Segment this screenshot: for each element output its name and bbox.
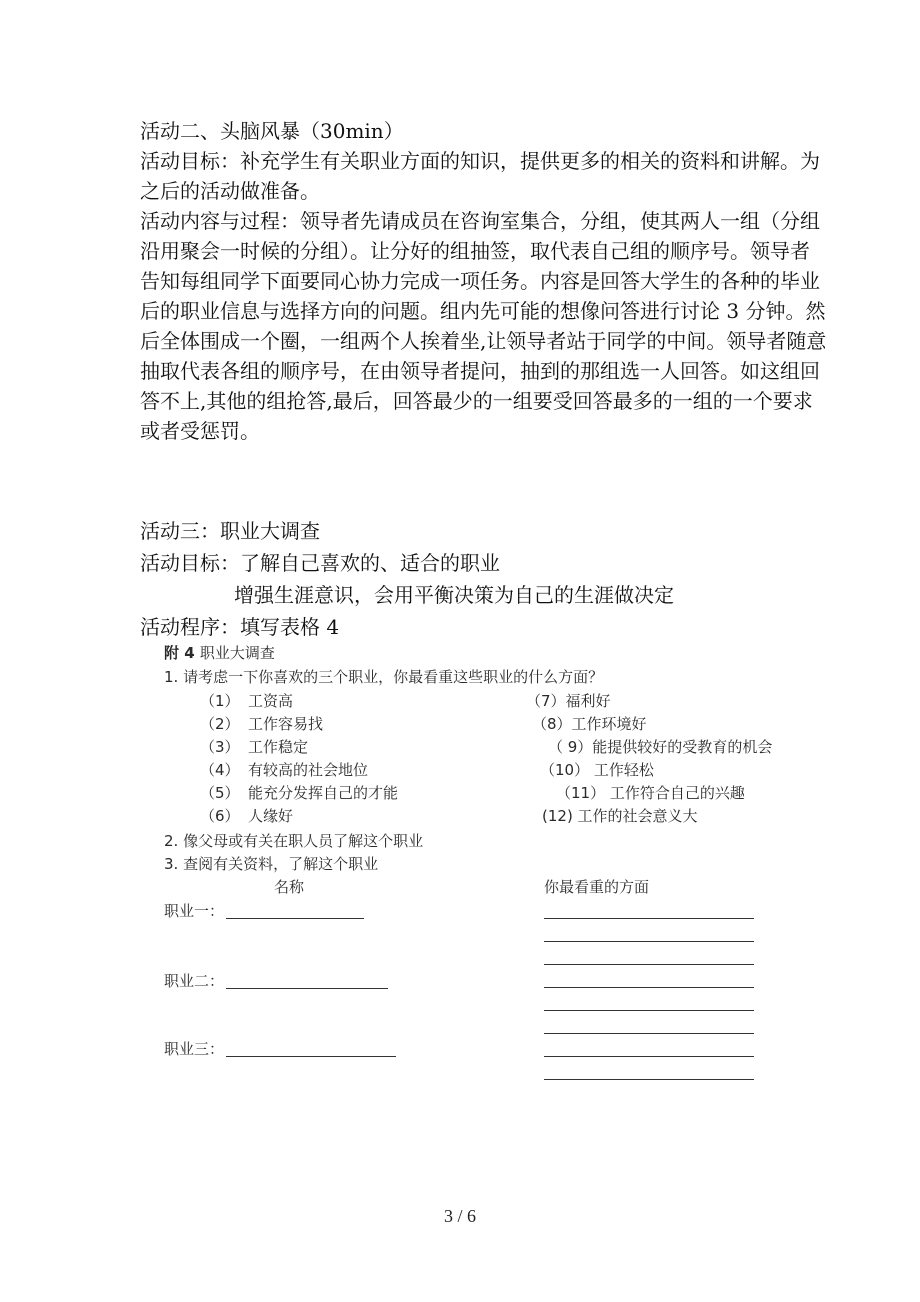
right-option-11: （11） 工作符合自己的兴趣 (556, 784, 745, 802)
aspect-line[interactable] (544, 941, 754, 942)
left-option-4 (200, 759, 368, 781)
activity2-process-line-5: 后全体围成一个圈，一组两个人挨着坐,让领导者站于同学的中间。领导者随意 (140, 329, 827, 353)
page-number: 3 / 6 (443, 1206, 476, 1226)
activity2-goal-line-2: 之后的活动做准备。 (140, 179, 320, 203)
question-3: 3. 查阅有关资料，了解这个职业 (164, 855, 379, 873)
job-3-label: 职业三： (164, 1040, 225, 1058)
left-option-6-num: （6） (200, 807, 240, 825)
right-option-9: （ 9）能提供较好的受教育的机会 (548, 738, 773, 756)
job-1-name-line[interactable] (226, 918, 364, 919)
aspect-line[interactable] (544, 964, 754, 965)
activity3-goal-second: 增强生涯意识，会用平衡决策为自己的生涯做决定 (234, 583, 674, 607)
left-option-2 (200, 713, 323, 735)
form-heading-prefix: 附 4 (164, 644, 195, 662)
column-name-header: 名称 (274, 878, 305, 896)
right-option-12: (12) 工作的社会意义大 (542, 807, 698, 825)
job-3-name-line[interactable] (226, 1056, 396, 1057)
left-option-1-text: 工资高 (248, 692, 294, 710)
job-2-name-line[interactable] (226, 988, 388, 989)
job-2-label: 职业二： (164, 972, 225, 990)
question-2: 2. 像父母或有关在职人员了解这个职业 (164, 832, 424, 850)
aspect-line[interactable] (544, 1056, 754, 1057)
aspect-line[interactable] (544, 987, 754, 988)
left-option-6-text: 人缘好 (248, 807, 294, 825)
aspect-line[interactable] (544, 1079, 754, 1080)
left-option-4-num: （4） (200, 761, 240, 779)
right-option-10: （10） 工作轻松 (540, 761, 654, 779)
activity2-process-line-1: 活动内容与过程：领导者先请成员在咨询室集合，分组，使其两人一组（分组 (140, 209, 820, 233)
left-option-3-text: 工作稳定 (248, 738, 309, 756)
activity2-process-line-6: 抽取代表各组的顺序号，在由领导者提问，抽到的那组选一人回答。如这组回 (140, 359, 820, 383)
job-1-label: 职业一： (164, 902, 225, 920)
activity2-process-line-8: 或者受惩罚。 (140, 419, 260, 443)
activity3-procedure: 活动程序：填写表格 4 (140, 615, 340, 639)
left-option-5-num: （5） (200, 784, 240, 802)
activity2-process-line-2: 沿用聚会一时候的分组）。让分好的组抽签，取代表自己组的顺序号。领导者 (140, 239, 810, 263)
aspect-line[interactable] (544, 1033, 754, 1034)
activity2-process-line-7: 答不上,其他的组抢答,最后，回答最少的一组要受回答最多的一组的一个要求 (140, 389, 813, 413)
question-1: 1. 请考虑一下你喜欢的三个职业，你最看重这些职业的什么方面？ (164, 668, 604, 686)
left-option-4-text: 有较高的社会地位 (248, 761, 369, 779)
aspect-line[interactable] (544, 1010, 754, 1011)
career-survey-form (164, 642, 804, 1092)
left-option-1-num: （1） (200, 692, 240, 710)
left-option-1 (200, 690, 293, 712)
right-option-8: （8）工作环境好 (532, 715, 647, 733)
left-option-5-text: 能充分发挥自己的才能 (248, 784, 399, 802)
activity2-goal-line-1: 活动目标：补充学生有关职业方面的知识，提供更多的相关的资料和讲解。为 (140, 149, 820, 173)
left-option-5 (200, 782, 398, 804)
activity2-process-line-4: 后的职业信息与选择方向的问题。组内先可能的想像问答进行讨论 3 分钟。然 (140, 299, 826, 323)
left-option-3-num: （3） (200, 738, 240, 756)
right-option-7: （7）福利好 (526, 692, 611, 710)
left-option-6 (200, 805, 293, 827)
activity3-title: 活动三：职业大调查 (140, 519, 320, 543)
activity3-goal: 活动目标：了解自己喜欢的、适合的职业 (140, 551, 500, 575)
activity2-title: 活动二、头脑风暴（30min） (140, 119, 404, 143)
left-option-2-text: 工作容易找 (248, 715, 324, 733)
form-heading-title: 职业大调查 (199, 644, 275, 662)
activity2-process-line-3: 告知每组同学下面要同心协力完成一项任务。内容是回答大学生的各种的毕业 (140, 269, 820, 293)
left-option-3 (200, 736, 308, 758)
left-option-2-num: （2） (200, 715, 240, 733)
form-heading (164, 642, 275, 664)
aspect-line[interactable] (544, 918, 754, 919)
column-aspect-header: 你最看重的方面 (544, 878, 650, 896)
